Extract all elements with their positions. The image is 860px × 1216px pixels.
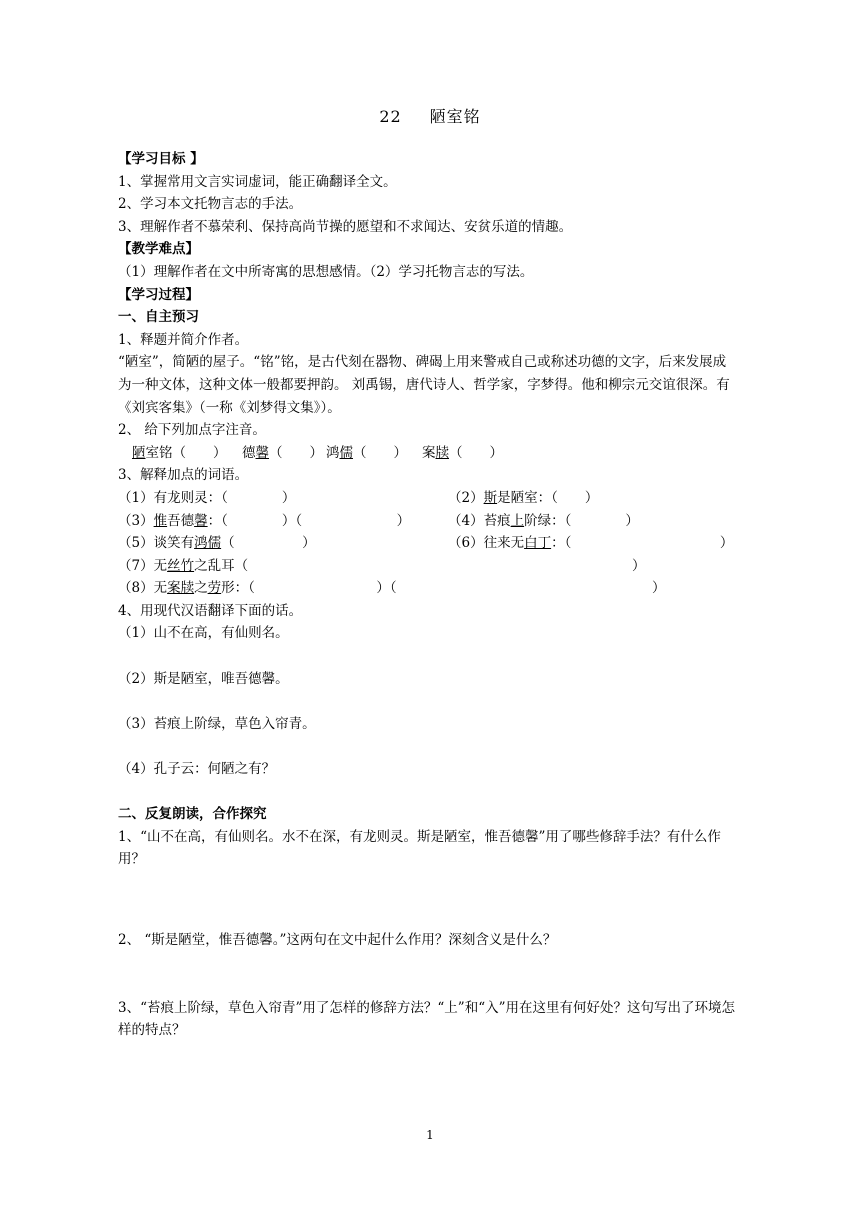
definition-item: （1）有龙则灵：（ ） [118,489,296,506]
difficulties-heading: 【教学难点】 [118,241,199,258]
difficulties-text: （1）理解作者在文中所寄寓的思想感情。（2）学习托物言志的写法。 [118,263,534,280]
document-body [118,148,738,1042]
char: 鸿 [326,444,340,461]
objectives-heading: 【学习目标 】 [118,151,204,167]
process-heading: 【学习过程】 [118,286,199,303]
explore-question-2: 2、 “斯是陋堂，惟吾德馨。”这两句在文中起什么作用？深刻含义是什么？ [118,932,557,948]
objective-item: 2、学习本文托物言志的手法。 [118,196,303,213]
dotted-char: 馨 [255,444,269,461]
section-heading-explore: 二、反复朗读，合作探究 [118,806,267,823]
definition-row [118,555,738,578]
definition-item: （4）苔痕上阶绿：（ ） [448,512,639,529]
question-4: 4、用现代汉语翻译下面的话。 [118,602,303,619]
translation-item: （4）孔子云：何陋之有？ [118,761,276,778]
definition-item: （5）谈笑有鸿儒（ ） [118,535,316,552]
closing-paren: ） [632,557,646,574]
definition-row [118,532,738,555]
definition-item: （2）斯是陋室：（ ） [448,489,599,506]
pinyin-blank: 室铭（ ） [145,444,227,461]
explore-question-3: 3、“苔痕上阶绿，草色入帘青”用了怎样的修辞方法？“上”和“入”用在这里有何好处？这句写出了环境怎样的特点？ [118,999,735,1039]
page-title [0,104,860,127]
pinyin-blank: （ ） [449,444,503,461]
translation-item: （3）苔痕上阶绿，草色入帘青。 [118,715,316,732]
pinyin-blank: （ ） [269,444,323,461]
translation-item: （1）山不在高，有仙则名。 [118,625,289,642]
objective-item: 1、掌握常用文言实词虚词，能正确翻译全文。 [118,173,397,190]
definition-row [118,487,738,510]
translation-item: （2）斯是陋室，唯吾德馨。 [118,670,289,687]
title-author-intro: “陋室”，简陋的屋子。“铭”铭，是古代刻在器物、碑碣上用来警戒自己或称述功德的文字，后来发展成为一种文体，这种文体一般都要押韵。 刘禹锡，唐代诗人、哲学家，字梦得。他和柳宗元交谊很深。有《刘宾客集》（一称《刘梦得文集》）。 [118,354,730,416]
definition-row [118,577,738,600]
page-number: 1 [426,1128,434,1142]
lesson-title: 陋室铭 [429,107,481,126]
pinyin-blank: （ ） [353,444,407,461]
section-heading-preview: 一、自主预习 [118,309,199,326]
question-2: 2、 给下列加点字注音。 [118,422,266,439]
closing-paren: ） [652,580,666,597]
definition-row [118,510,738,533]
dotted-char: 牍 [435,444,449,461]
lesson-number: 22 [379,107,402,126]
explore-question-1: 1、“山不在高，有仙则名。水不在深，有龙则灵。斯是陋室，惟吾德馨”用了哪些修辞手法？有什么作用？ [118,828,721,868]
question-3: 3、解释加点的词语。 [118,467,249,484]
definition-item: （7）无丝竹之乱耳（ [118,557,249,574]
char: 德 [242,444,256,461]
objective-item: 3、理解作者不慕荣利、保持高尚节操的愿望和不求闻达、安贫乐道的情趣。 [118,218,573,235]
pinyin-row [118,442,738,465]
definition-item: （8）无案牍之劳形：（ ）（ [118,580,397,597]
definition-item: （6）往来无白丁：（ ） [448,535,734,552]
char: 案 [422,444,436,461]
dotted-char: 儒 [339,444,353,461]
dotted-char: 陋 [132,444,146,461]
question-1: 1、释题并简介作者。 [118,331,249,348]
definition-item: （3）惟吾德馨：（ ）（ ） [118,512,411,529]
